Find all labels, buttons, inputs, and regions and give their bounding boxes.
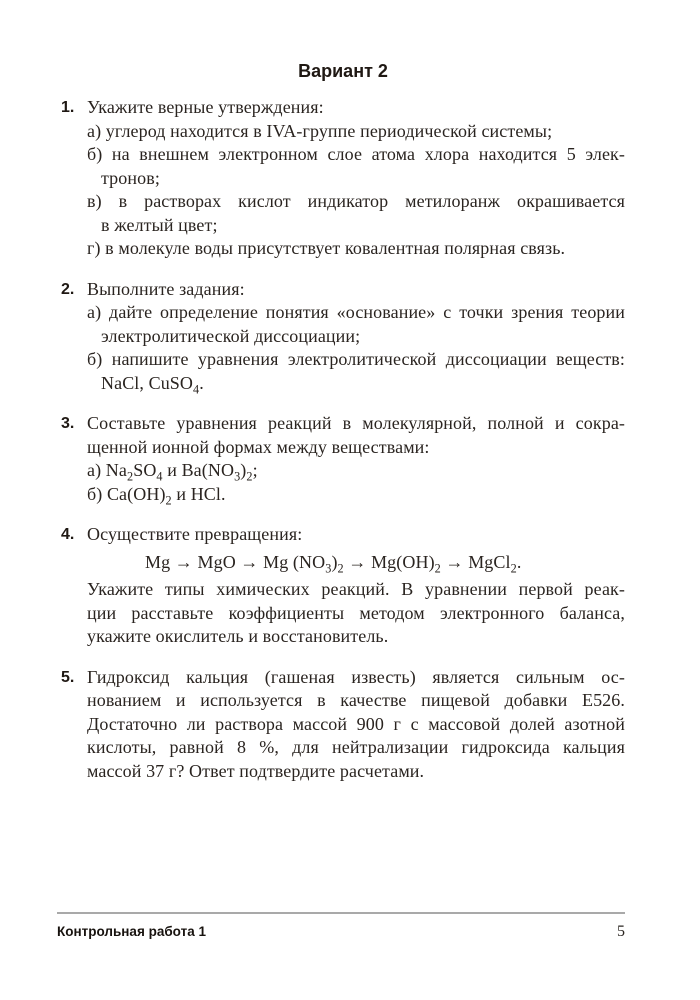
page-title: Вариант 2 (298, 61, 388, 81)
task-number: 2. (61, 280, 75, 298)
task-list (61, 96, 625, 783)
task-line: в желтый цвет; (101, 214, 218, 235)
task-line: укажите окислитель и восстановитель. (87, 626, 389, 646)
task-line: нованием и используется в качестве пищевой добавки Е526. (87, 690, 625, 710)
task-line: б) $Ca(OH)_2$ и HCl. (87, 483, 226, 508)
task-line: Укажите типы химических реакций. В уравнении первой реак- (87, 579, 625, 599)
task-line: Составьте уравнения реакций в молекулярной, полной и сокра- (87, 413, 625, 433)
task-line: а) $Na_2SO_4$ и $Ba(NO_3)_2$; (87, 460, 258, 484)
footer-row (57, 923, 625, 941)
task-line: тронов; (101, 167, 160, 188)
task-number: 3. (61, 415, 75, 432)
task-line: б) напишите уравнения электролитической диссоциации веществ: (87, 349, 625, 369)
task-item (61, 412, 625, 506)
task-line: Укажите верные утверждения: (87, 97, 324, 117)
task-item (61, 523, 625, 649)
task-line: в) в растворах кислот индикатор метилоранж окрашивается (87, 191, 625, 211)
page-footer (57, 912, 625, 941)
task-line: кислоты, равной 8 %, для нейтрализации гидроксида кальция (87, 737, 625, 757)
task-line: Гидроксид кальция (гашеная известь) является сильным ос- (87, 666, 625, 687)
task-number: 4. (61, 526, 75, 543)
task-line: г) в молекуле воды присутствует ковалентная полярная связь. (87, 238, 566, 258)
footer-section-label: Контрольная работа 1 (57, 924, 206, 939)
task-item (61, 96, 625, 261)
task-body (87, 412, 625, 506)
task-line: NaCl, CuSO$_4$. (101, 372, 204, 397)
task-line: щенной ионной формах между веществами: (87, 436, 430, 457)
task-line: б) на внешнем электронном слое атома хлора находится 5 элек- (87, 144, 625, 164)
task-body (87, 96, 625, 261)
task-number: 5. (61, 668, 75, 686)
page-content (61, 0, 625, 783)
task-line: а) дайте определение понятия «основание» с точки зрения теории (87, 302, 625, 322)
task-number: 1. (61, 99, 75, 116)
task-item (61, 278, 625, 396)
task-body (87, 523, 625, 649)
footer-rule (57, 912, 625, 914)
task-line: ции расставьте коэффициенты методом электронного баланса, (87, 602, 625, 623)
task-line: Осуществите превращения: (87, 524, 303, 544)
task-item (61, 666, 625, 784)
task-line: Достаточно ли раствора массой 900 г с массовой долей азотной (87, 713, 625, 734)
chemical-equation: Mg → MgO → Mg $(NO_3)_2 \to Mg(OH)_2$ → MgCl$_2$. (145, 551, 522, 576)
task-line: а) углерод находится в IVA-группе периодической системы; (87, 120, 553, 141)
footer-page-number: 5 (617, 923, 625, 940)
task-body (87, 278, 625, 396)
task-line: массой 37 г? Ответ подтвердите расчетами. (87, 760, 425, 781)
task-body (87, 666, 625, 784)
task-line: электролитической диссоциации; (101, 325, 361, 346)
task-line: Выполните задания: (87, 278, 245, 299)
